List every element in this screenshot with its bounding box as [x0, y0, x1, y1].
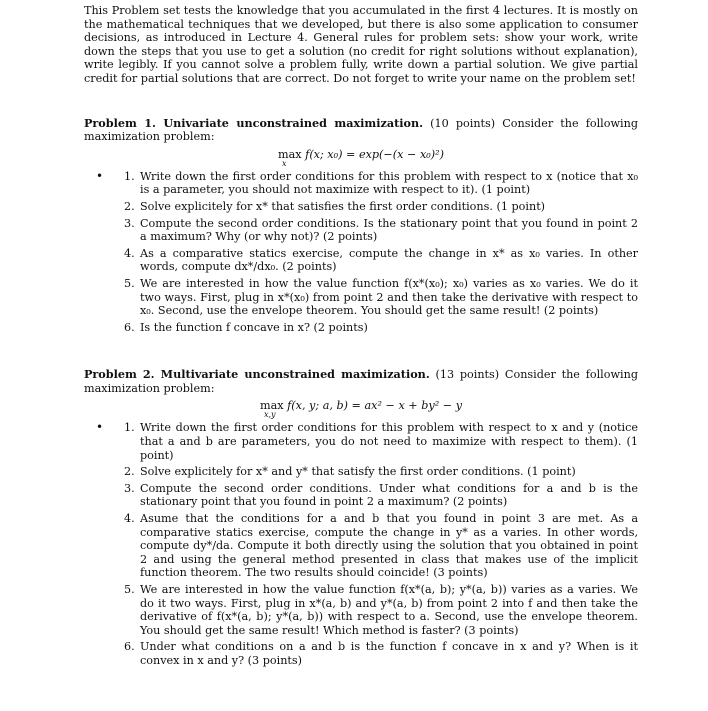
- list-item: [84, 482, 638, 509]
- item-text: Compute the second order conditions. Is the stationary point that you found in point 2 a maximum? Why (or why not)? (2 points): [140, 216, 638, 244]
- problem-1-max-under: x: [282, 158, 287, 168]
- item-text: Compute the second order conditions. Under what conditions for a and b is the stationary point that you found in point 2 a maximum? (2 points): [140, 481, 638, 509]
- problem-1-heading: [84, 117, 638, 144]
- item-text: Solve explicitely for x* that satisfies the first order conditions. (1 point): [140, 199, 546, 213]
- problem-1-bullet: •: [96, 168, 104, 183]
- list-item: [84, 170, 638, 197]
- problem-1-points: (10 points) Consider the following maximization problem:: [84, 116, 638, 144]
- problem-1-max-op: max: [278, 147, 302, 161]
- item-number: 3.: [124, 216, 135, 230]
- list-item: [84, 512, 638, 580]
- item-text: Write down the first order conditions for this problem with respect to x (notice that x₀ is a parameter, you should not maximize with respect to it). (1 point): [140, 169, 638, 197]
- item-number: 3.: [124, 481, 135, 495]
- problem-2-max-under: x,y: [263, 410, 276, 420]
- list-item: [84, 583, 638, 637]
- problem-1: [84, 117, 638, 335]
- problem-1-equation-body: f(x; x₀) = exp(−(x − x₀)²): [305, 147, 444, 161]
- problem-2-max-op: max: [259, 399, 284, 413]
- item-number: 1.: [124, 169, 135, 183]
- list-item: [84, 217, 638, 244]
- problem-2-heading: [84, 368, 638, 395]
- item-text: Is the function f concave in x? (2 points): [140, 320, 368, 334]
- list-item: [84, 200, 638, 214]
- problem-2-equation: [84, 399, 638, 420]
- item-number: 5.: [124, 583, 135, 596]
- list-item: [84, 640, 638, 667]
- item-text: Solve explicitely for x* and y* that satisfy the first order conditions. (1 point): [140, 465, 576, 479]
- list-item: [84, 465, 638, 479]
- item-number: 2.: [124, 465, 135, 479]
- item-text: We are interested in how the value function f(x*(a, b); y*(a, b)) varies as a varies. We do it two ways. First, plug in x*(a, b) and y*(a, b) from point 2 into f and then take the derivative of f(x*(a, b); y*(a, b)) with respect to a. Second, use the envelope theorem. You should get the same result! Which method is faster? (3 points): [140, 583, 638, 637]
- problem-1-items: [84, 170, 638, 335]
- item-text: As a comparative statics exercise, compute the change in x* as x₀ varies. In other words, compute dx*/dx₀. (2 points): [140, 246, 638, 274]
- problem-2-equation-body: f(x, y; a, b) = ax² − x + by² − y: [287, 399, 463, 413]
- list-item: [84, 277, 638, 318]
- item-number: 4.: [124, 512, 135, 526]
- list-item: [84, 247, 638, 274]
- item-number: 5.: [124, 276, 135, 290]
- problem-2: [84, 368, 638, 667]
- item-text: We are interested in how the value function f(x*(x₀); x₀) varies as x₀ varies. We do it two ways. First, plug in x*(x₀) from point 2 and then take the derivative with respect to x₀. Second, use the envelope theorem. You should get the same result! (2 points): [140, 276, 638, 318]
- item-number: 6.: [124, 640, 135, 654]
- intro-paragraph: This Problem set tests the knowledge that you accumulated in the first 4 lectures. It is mostly on the mathematical techniques that we developed, but there is also some application to consumer decisions, as introduced in Lecture 4. General rules for problem sets: show your work, write down the steps that you use to get a solution (no credit for right solutions without explanation), write legibly. If you cannot solve a problem fully, write down a partial solution. We give partial credit for partial solutions that are correct. Do not forget to write your name on the problem set!: [84, 4, 638, 85]
- problem-2-title: Problem 2. Multivariate unconstrained maximization.: [84, 367, 430, 382]
- item-text: Asume that the conditions for a and b that you found in point 3 are met. As a comparative statics exercise, compute the change in y* as a varies. In other words, compute dy*/da. Compute it both directly using the solution that you obtained in point 2 and using the general method presented in class that makes use of the implicit function theorem. The two results should coincide! (3 points): [140, 512, 638, 580]
- item-text: Write down the first order conditions for this problem with respect to x and y (notice that a and b are parameters, you do not need to maximize with respect to them). (1 point): [140, 421, 638, 462]
- item-text: Under what conditions on a and b is the function f concave in x and y? When is it convex in x and y? (3 points): [140, 640, 638, 667]
- problem-2-points: (13 points) Consider the following maximization problem:: [84, 368, 638, 395]
- problem-1-equation: [84, 147, 638, 168]
- list-item: [84, 421, 638, 462]
- item-number: 2.: [124, 199, 135, 213]
- item-number: 1.: [124, 421, 135, 435]
- item-number: 4.: [124, 246, 135, 260]
- problem-2-bullet: •: [96, 420, 104, 435]
- problem-1-title: Problem 1. Univariate unconstrained maximization.: [84, 115, 424, 130]
- list-item: [84, 321, 638, 335]
- item-number: 6.: [124, 320, 135, 334]
- problem-2-items: [84, 421, 638, 667]
